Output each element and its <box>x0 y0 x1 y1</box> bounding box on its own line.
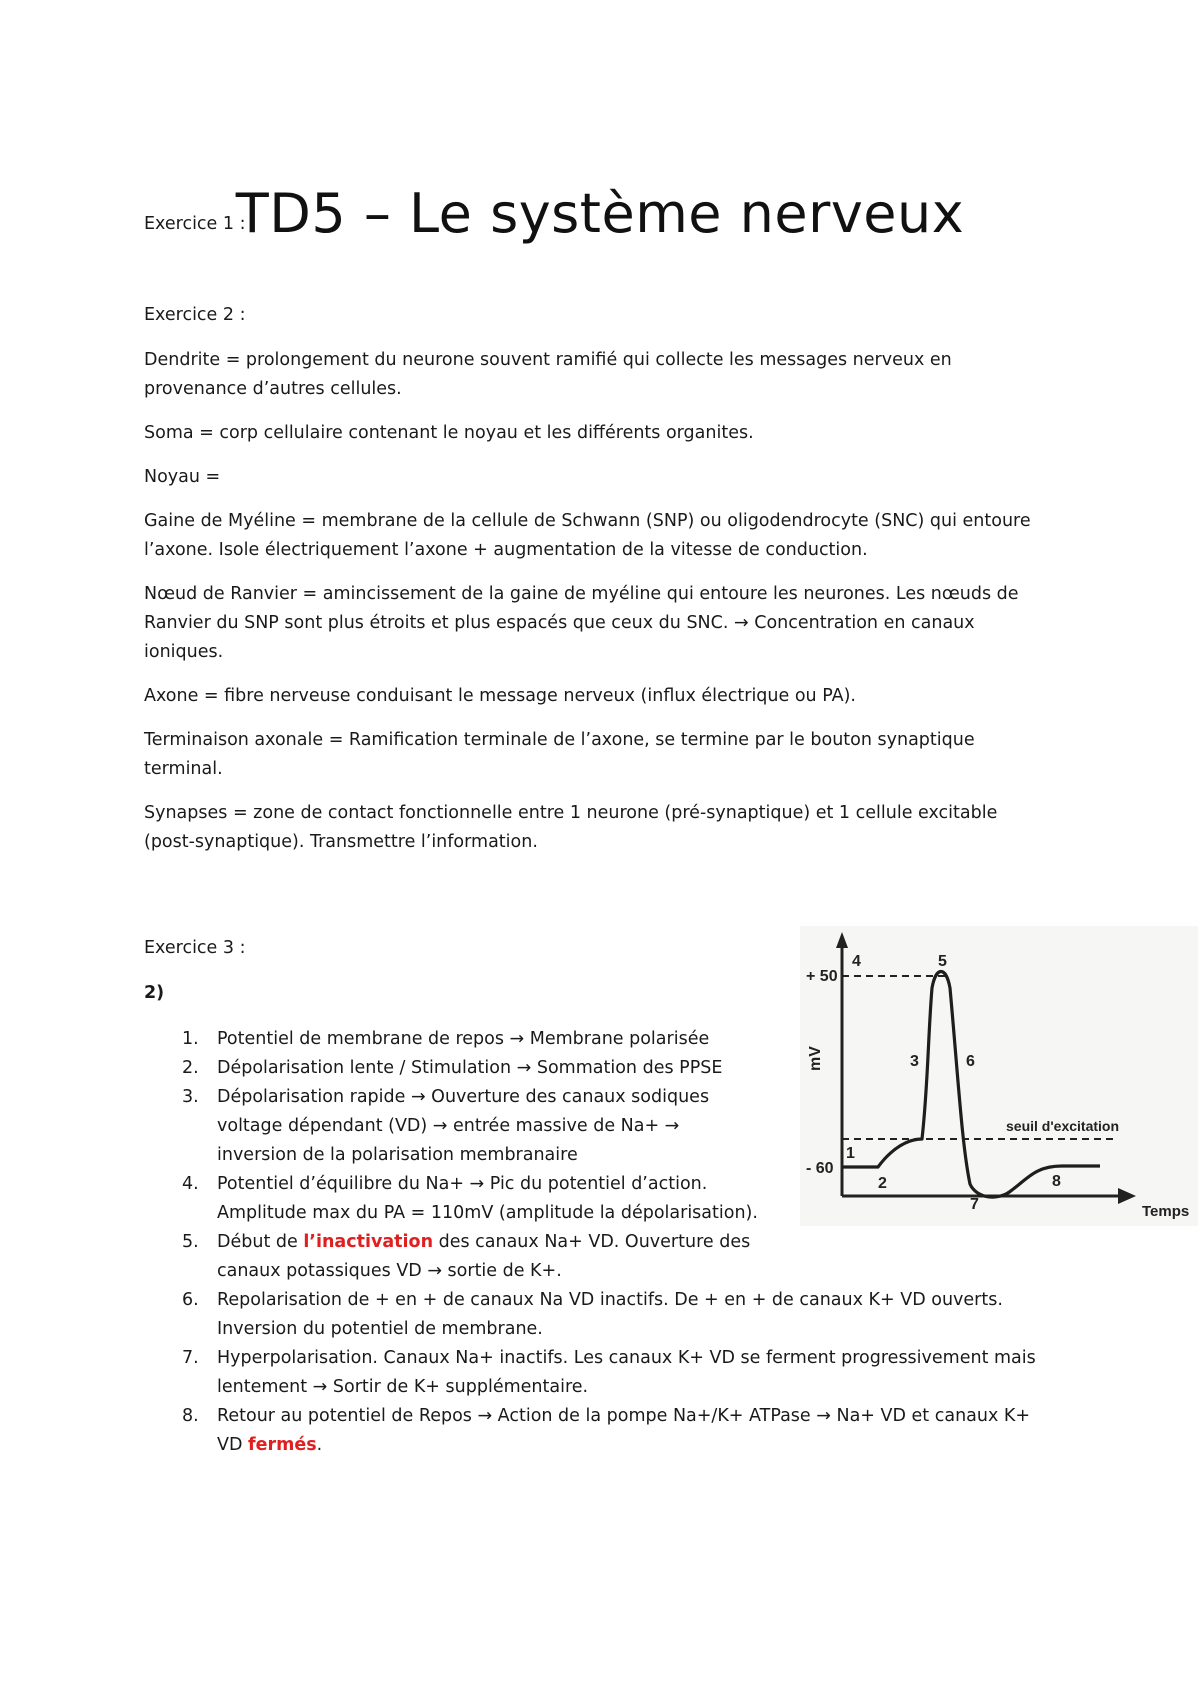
definition-list <box>144 346 1064 857</box>
tick-plus-50: + 50 <box>806 968 838 985</box>
definition-synapses: Synapses = zone de contact fonctionnelle entre 1 neurone (pré-synaptique) et 1 cellule excitable (post-synaptique). Transmettre l’information. <box>144 803 998 852</box>
phase-label-4: 4 <box>852 953 861 970</box>
highlight-fermes: fermés <box>248 1435 317 1455</box>
list-item: 8. Retour au potentiel de Repos → Action de la pompe Na+/K+ ATPase → Na+ VD et canaux K+ VD fermés. <box>182 1406 1031 1455</box>
list-item: 5. Début de l’inactivation des canaux Na+ VD. Ouverture des canaux potassiques VD → sortie de K+. <box>182 1232 751 1281</box>
phase-label-6: 6 <box>966 1053 975 1070</box>
list-item: 7. Hyperpolarisation. Canaux Na+ inactifs. Les canaux K+ VD se ferment progressivement mais lentement → Sortir de K+ supplémentaire. <box>182 1348 1036 1397</box>
y-axis-label: mV <box>807 1046 824 1071</box>
threshold-label: seuil d'excitation <box>1006 1118 1120 1134</box>
list-item: 6. Repolarisation de + en + de canaux Na VD inactifs. De + en + de canaux K+ VD ouverts. Inversion du potentiel de membrane. <box>182 1290 1003 1339</box>
exercise-3-subquestion: 2) <box>144 983 165 1003</box>
definition-soma: Soma = corp cellulaire contenant le noyau et les différents organites. <box>144 423 754 443</box>
phase-label-1: 1 <box>846 1145 855 1162</box>
page-title: TD5 – Le système nerveux <box>235 182 965 246</box>
phase-label-8: 8 <box>1052 1173 1061 1190</box>
definition-dendrite: Dendrite = prolongement du neurone souvent ramifié qui collecte les messages nerveux en provenance d’autres cellules. <box>144 350 952 399</box>
phase-label-3: 3 <box>910 1053 919 1070</box>
action-potential-curve <box>842 972 1100 1198</box>
list-item: 1. Potentiel de membrane de repos → Membrane polarisée <box>182 1029 710 1049</box>
definition-axone: Axone = fibre nerveuse conduisant le message nerveux (influx électrique ou PA). <box>144 686 856 706</box>
list-item: 3. Dépolarisation rapide → Ouverture des canaux sodiques voltage dépendant (VD) → entrée massive de Na+ → inversion de la polarisation membranaire <box>182 1087 710 1165</box>
y-axis-arrow-icon <box>836 932 848 948</box>
tick-minus-60: - 60 <box>806 1160 834 1177</box>
definition-ranvier: Nœud de Ranvier = amincissement de la gaine de myéline qui entoure les neurones. Les nœuds de Ranvier du SNP sont plus étroits et plus espacés que ceux du SNC. → Concentration en canaux ioniques. <box>144 584 1019 662</box>
exercise-1-heading: Exercice 1 : <box>144 214 246 234</box>
x-axis-label: Temps <box>1142 1203 1190 1220</box>
list-item: 2. Dépolarisation lente / Stimulation → Sommation des PPSE <box>182 1058 723 1078</box>
highlight-inactivation: l’inactivation <box>303 1232 434 1252</box>
definition-noyau: Noyau = <box>144 467 221 487</box>
x-axis-arrow-icon <box>1118 1188 1136 1204</box>
list-item: 4. Potentiel d’équilibre du Na+ → Pic du potentiel d’action. Amplitude max du PA = 110mV (amplitude la dépolarisation). <box>182 1174 758 1223</box>
definition-terminaison: Terminaison axonale = Ramification terminale de l’axone, se termine par le bouton synaptique terminal. <box>144 730 975 779</box>
exercise-3-heading: Exercice 3 : <box>144 938 246 958</box>
phase-label-7: 7 <box>970 1196 979 1213</box>
phase-label-2: 2 <box>878 1175 887 1192</box>
definition-myeline: Gaine de Myéline = membrane de la cellule de Schwann (SNP) ou oligodendrocyte (SNC) qui entoure l’axone. Isole électriquement l’axone + augmentation de la vitesse de conduction. <box>144 511 1031 560</box>
action-potential-figure <box>800 926 1198 1226</box>
exercise-2-heading: Exercice 2 : <box>144 305 246 325</box>
action-potential-diagram <box>800 926 1198 1226</box>
phase-label-5: 5 <box>938 953 947 970</box>
